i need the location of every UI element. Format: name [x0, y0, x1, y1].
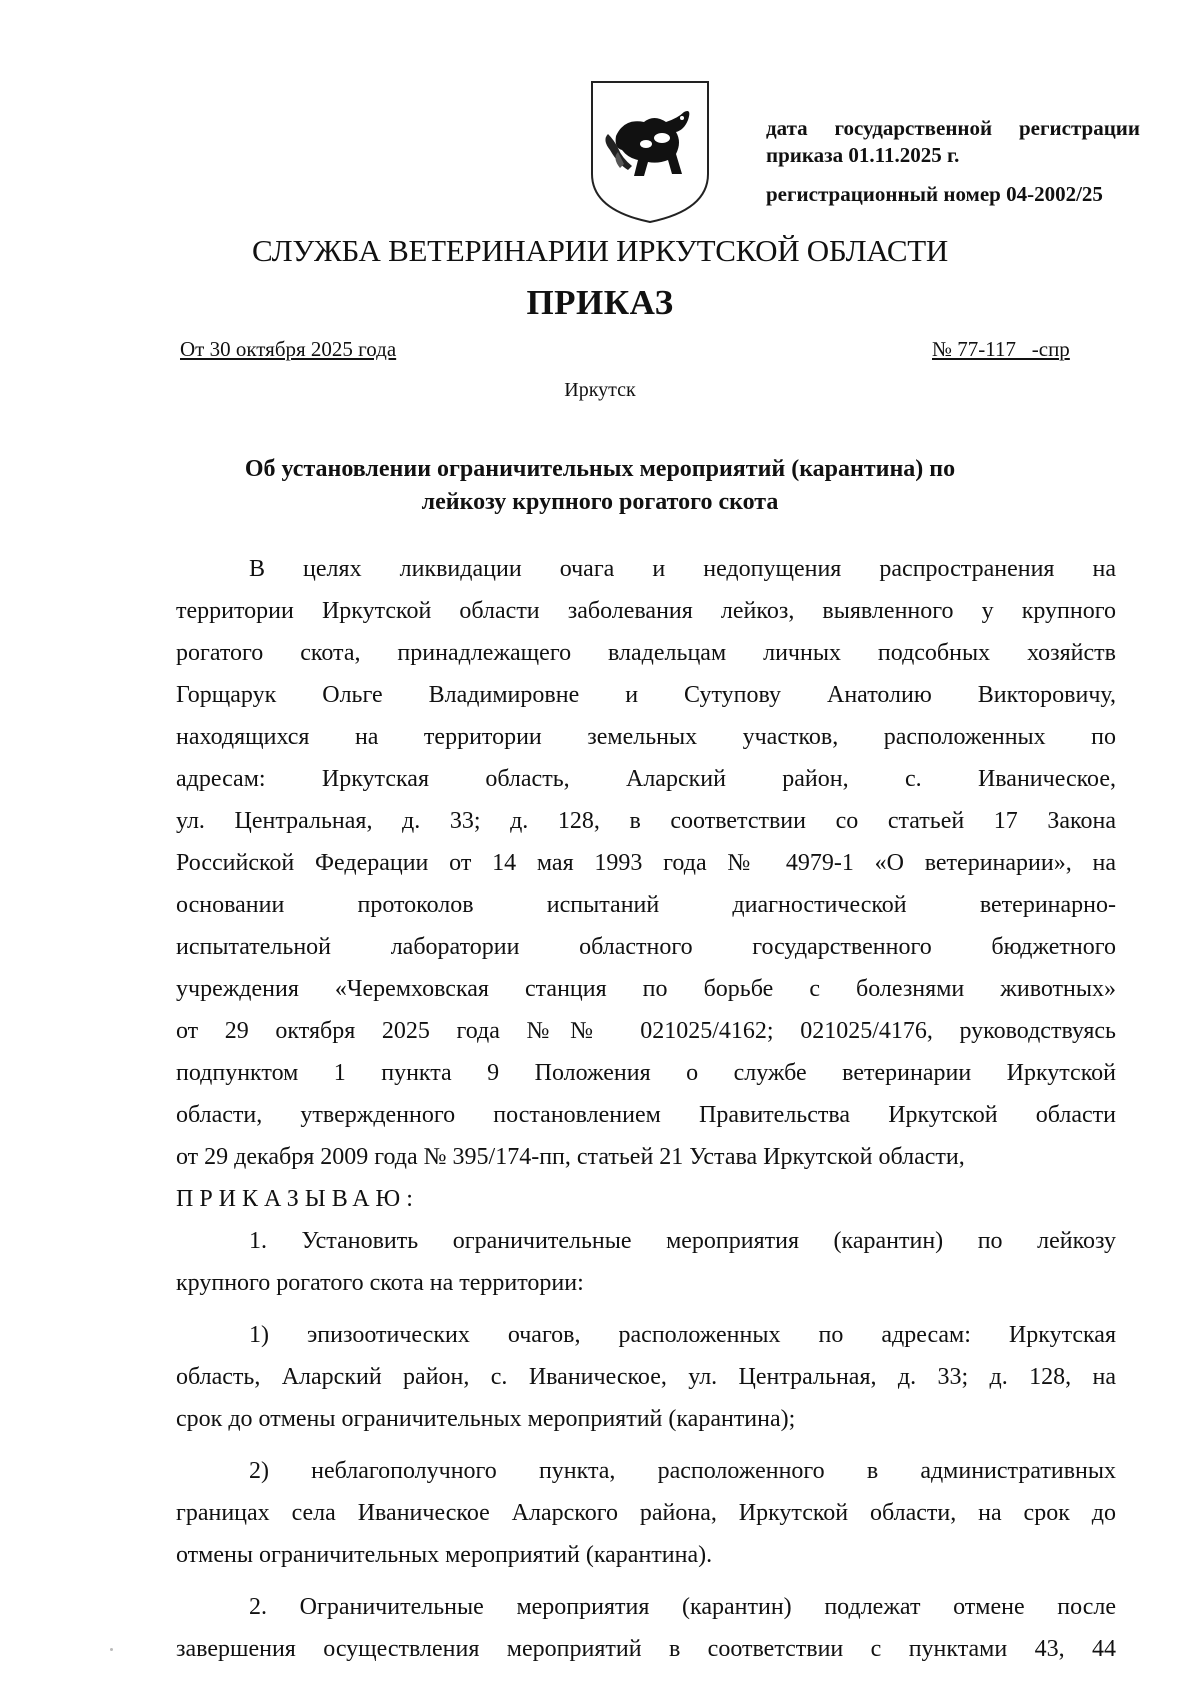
order-title: [200, 453, 1000, 519]
coat-of-arms-icon: [588, 78, 712, 226]
body-line: Горщарук Ольге Владимировне и Сутупову Анатолию Викторовичу,: [176, 682, 1116, 708]
order-body: [176, 548, 1116, 1670]
order-title-line: Об установлении ограничительных мероприятий (карантина) по: [244, 456, 956, 482]
order-title-line: лейкозу крупного рогатого скота: [421, 489, 779, 515]
body-line: адресам: Иркутская область, Аларский район, с. Иваническое,: [176, 766, 1116, 792]
body-line: ул. Центральная, д. 33; д. 128, в соответствии со статьей 17 Закона: [176, 808, 1116, 834]
body-line: от 29 октября 2025 года №№ 021025/4162; 021025/4176, руководствуясь: [176, 1018, 1116, 1044]
scan-speck: [110, 1648, 113, 1651]
registration-date-label: дата государственной регистрации: [766, 116, 1140, 140]
body-line: находящихся на территории земельных участков, расположенных по: [176, 724, 1116, 750]
registration-block: [766, 115, 1140, 208]
registration-number: регистрационный номер 04-2002/25: [766, 182, 1103, 206]
body-line: границах села Иваническое Аларского района, Иркутской области, на срок до: [176, 1500, 1116, 1526]
body-line: срок до отмены ограничительных мероприятий (карантина);: [176, 1406, 796, 1432]
body-line: испытательной лаборатории областного государственного бюджетного: [176, 934, 1116, 960]
body-line: учреждения «Черемховская станция по борьбе с болезнями животных»: [176, 976, 1116, 1002]
agency-name: СЛУЖБА ВЕТЕРИНАРИИ ИРКУТСКОЙ ОБЛАСТИ: [252, 233, 948, 268]
body-line: территории Иркутской области заболевания лейкоз, выявленного у крупного: [176, 598, 1116, 624]
body-line: область, Аларский район, с. Иваническое, ул. Центральная, д. 33; д. 128, на: [176, 1364, 1116, 1390]
registration-date-value: приказа 01.11.2025 г.: [766, 143, 960, 167]
body-line: крупного рогатого скота на территории:: [176, 1270, 584, 1296]
order-date: От 30 октября 2025 года: [180, 337, 397, 361]
order-number: № 77-117 -спр: [932, 337, 1070, 361]
clause-2: 2. Ограничительные мероприятия (карантин) подлежат отмене после: [249, 1594, 1116, 1620]
body-line: В целях ликвидации очага и недопущения распространения на: [249, 556, 1116, 582]
body-line: области, утвержденного постановлением Правительства Иркутской области: [176, 1102, 1116, 1128]
body-line: рогатого скота, принадлежащего владельцам личных подсобных хозяйств: [176, 640, 1116, 666]
body-line: завершения осуществления мероприятий в соответствии с пунктами 43, 44: [176, 1636, 1116, 1662]
order-city: Иркутск: [564, 379, 636, 401]
order-keyword: ПРИКАЗЫВАЮ:: [176, 1186, 419, 1212]
body-line: основании протоколов испытаний диагностической ветеринарно-: [176, 892, 1116, 918]
document-type: ПРИКАЗ: [526, 283, 674, 322]
body-line: отмены ограничительных мероприятий (карантина).: [176, 1542, 713, 1568]
body-line: Российской Федерации от 14 мая 1993 года № 4979-1 «О ветеринарии», на: [176, 850, 1116, 876]
body-line: подпунктом 1 пункта 9 Положения о службе ветеринарии Иркутской: [176, 1060, 1116, 1086]
clause-1: 1. Установить ограничительные мероприятия (карантин) по лейкозу: [249, 1228, 1116, 1254]
body-line: от 29 декабря 2009 года № 395/174-пп, статьей 21 Устава Иркутской области,: [176, 1144, 965, 1170]
subclause-2: 2) неблагополучного пункта, расположенного в административных: [249, 1458, 1116, 1484]
subclause-1: 1) эпизоотических очагов, расположенных по адресам: Иркутская: [249, 1322, 1116, 1348]
